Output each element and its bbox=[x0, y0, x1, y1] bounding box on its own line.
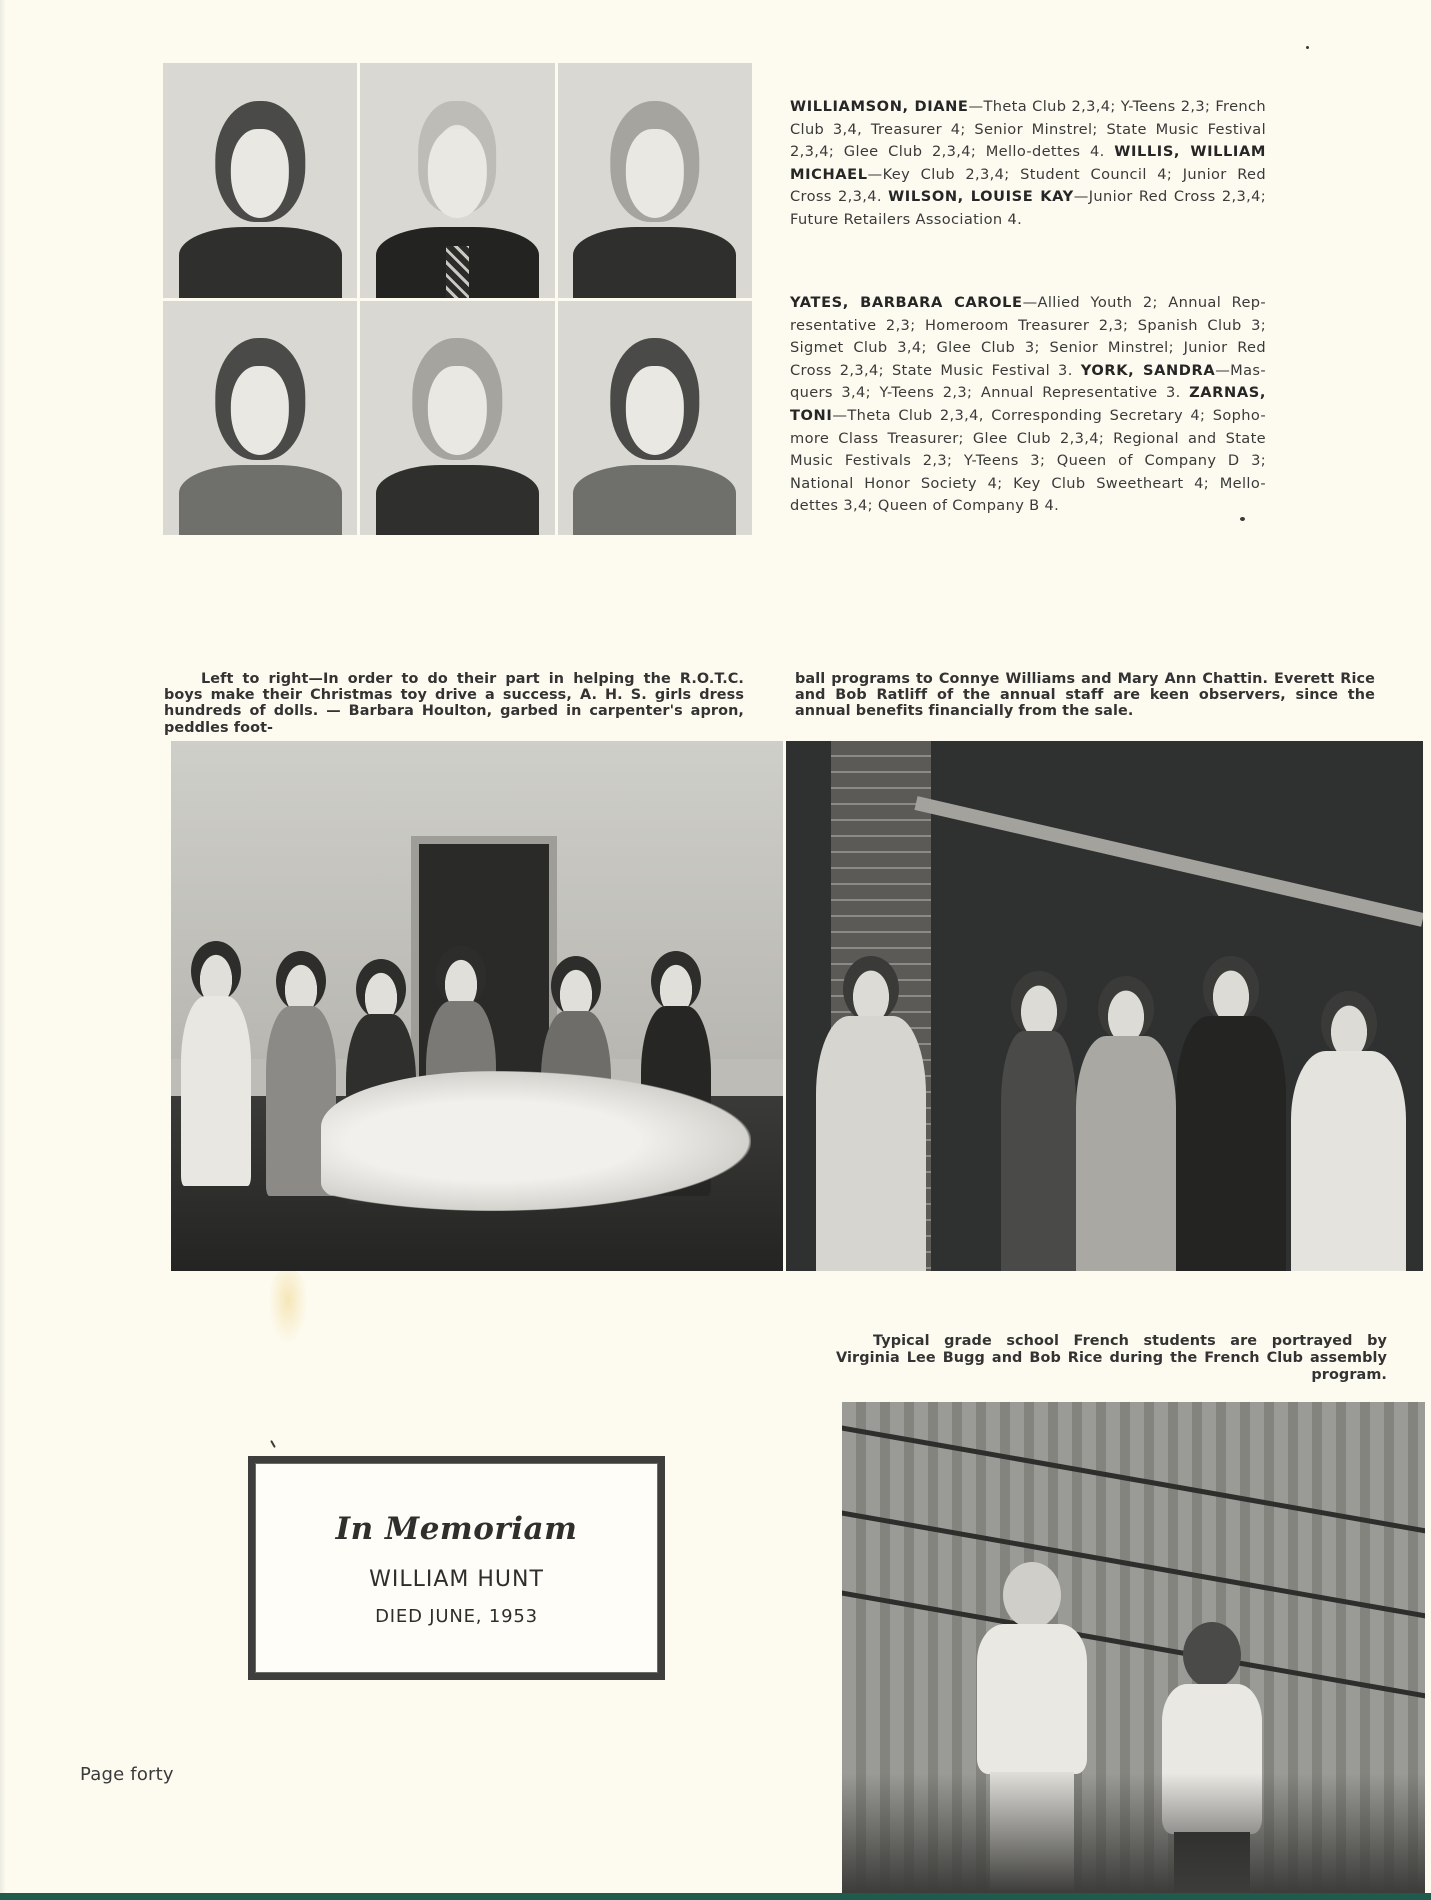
page-edge bbox=[0, 0, 6, 1893]
french-club-stage-photo bbox=[842, 1402, 1425, 1893]
ink-speck bbox=[1306, 46, 1309, 49]
senior-name: WILLIS, WILLIAM MICHAEL bbox=[790, 143, 1266, 183]
senior-activities: —Allied Youth 2; Annual Rep-resentative 2,3; Homeroom Treasurer 2,3; Spanish Club 3; Sigmet Club 3,4; Glee Club 3; Senior Minstrel; Junior Red Cross 2,3,4; State Music Festival 3. bbox=[790, 294, 1267, 379]
ink-speck bbox=[270, 1440, 276, 1448]
portrait-photo bbox=[163, 63, 357, 298]
in-memoriam-box bbox=[248, 1456, 665, 1680]
page-number: Page forty bbox=[80, 1764, 174, 1785]
cover-edge-strip bbox=[0, 1893, 1431, 1900]
senior-activities: —Theta Club 2,3,4, Corresponding Secretary 4; Sopho-more Class Treasurer; Glee Club 2,3,4; Regional and State Music Festivals 2,3; Y-Teens 3; Queen of Company D 3; National Honor Society 4; Key Club Sweetheart 4; Mello-dettes 3,4; Queen of Company B 4. bbox=[790, 406, 1266, 515]
senior-name: WILLIAMSON, DIANE bbox=[790, 98, 969, 115]
portrait-photo bbox=[558, 63, 752, 298]
senior-name: YORK, SANDRA bbox=[1080, 361, 1216, 379]
memoriam-title: In Memoriam bbox=[335, 1511, 578, 1547]
memoriam-name: WILLIAM HUNT bbox=[369, 1567, 544, 1592]
senior-activities: —Theta Club 2,3,4; Y-Teens 2,3; French Club 3,4, Treasurer 4; Senior Minstrel; State Music Festival 2,3,4; Glee Club 2,3,4; Mello-dettes 4. bbox=[790, 98, 1266, 161]
senior-name: YATES, BARBARA CAROLE bbox=[790, 294, 1023, 311]
memoriam-date: DIED JUNE, 1953 bbox=[375, 1606, 538, 1627]
portrait-photo bbox=[163, 301, 357, 536]
portrait-photo bbox=[360, 63, 554, 298]
senior-activities: —Key Club 2,3,4; Student Council 4; Junior Red Cross 2,3,4. bbox=[790, 165, 1266, 206]
french-club-caption: Typical grade school French students are portrayed by Virginia Lee Bugg and Bob Rice during the French Club assembly program. bbox=[836, 1333, 1387, 1383]
paper-stain bbox=[268, 1270, 308, 1345]
toy-drive-caption-left: Left to right—In order to do their part in helping the R.O.T.C. boys make their Christmas toy drive a success, A. H. S. girls dress hundreds of dolls. — Barbara Houlton, garbed in carpenter's apron, peddles foot- bbox=[164, 671, 744, 736]
senior-portrait-grid bbox=[163, 63, 752, 535]
senior-bio-block bbox=[790, 96, 1266, 232]
senior-activities: —Junior Red Cross 2,3,4; Future Retailers Association 4. bbox=[790, 188, 1266, 228]
program-sale-photo bbox=[786, 741, 1423, 1271]
ink-speck bbox=[1240, 517, 1245, 521]
senior-name: ZARNAS, TONI bbox=[790, 384, 1266, 424]
senior-activities: —Mas-quers 3,4; Y-Teens 2,3; Annual Representative 3. bbox=[790, 361, 1266, 402]
portrait-photo bbox=[360, 301, 554, 536]
doll-dressing-photo bbox=[171, 741, 783, 1271]
senior-name: WILSON, LOUISE KAY bbox=[888, 188, 1074, 206]
senior-bio-block bbox=[790, 292, 1266, 518]
toy-drive-caption-right: ball programs to Connye Williams and Mary Ann Chattin. Everett Rice and Bob Ratliff of the annual staff are keen observers, since the annual benefits financially from the sale. bbox=[795, 671, 1375, 720]
portrait-photo bbox=[558, 301, 752, 536]
